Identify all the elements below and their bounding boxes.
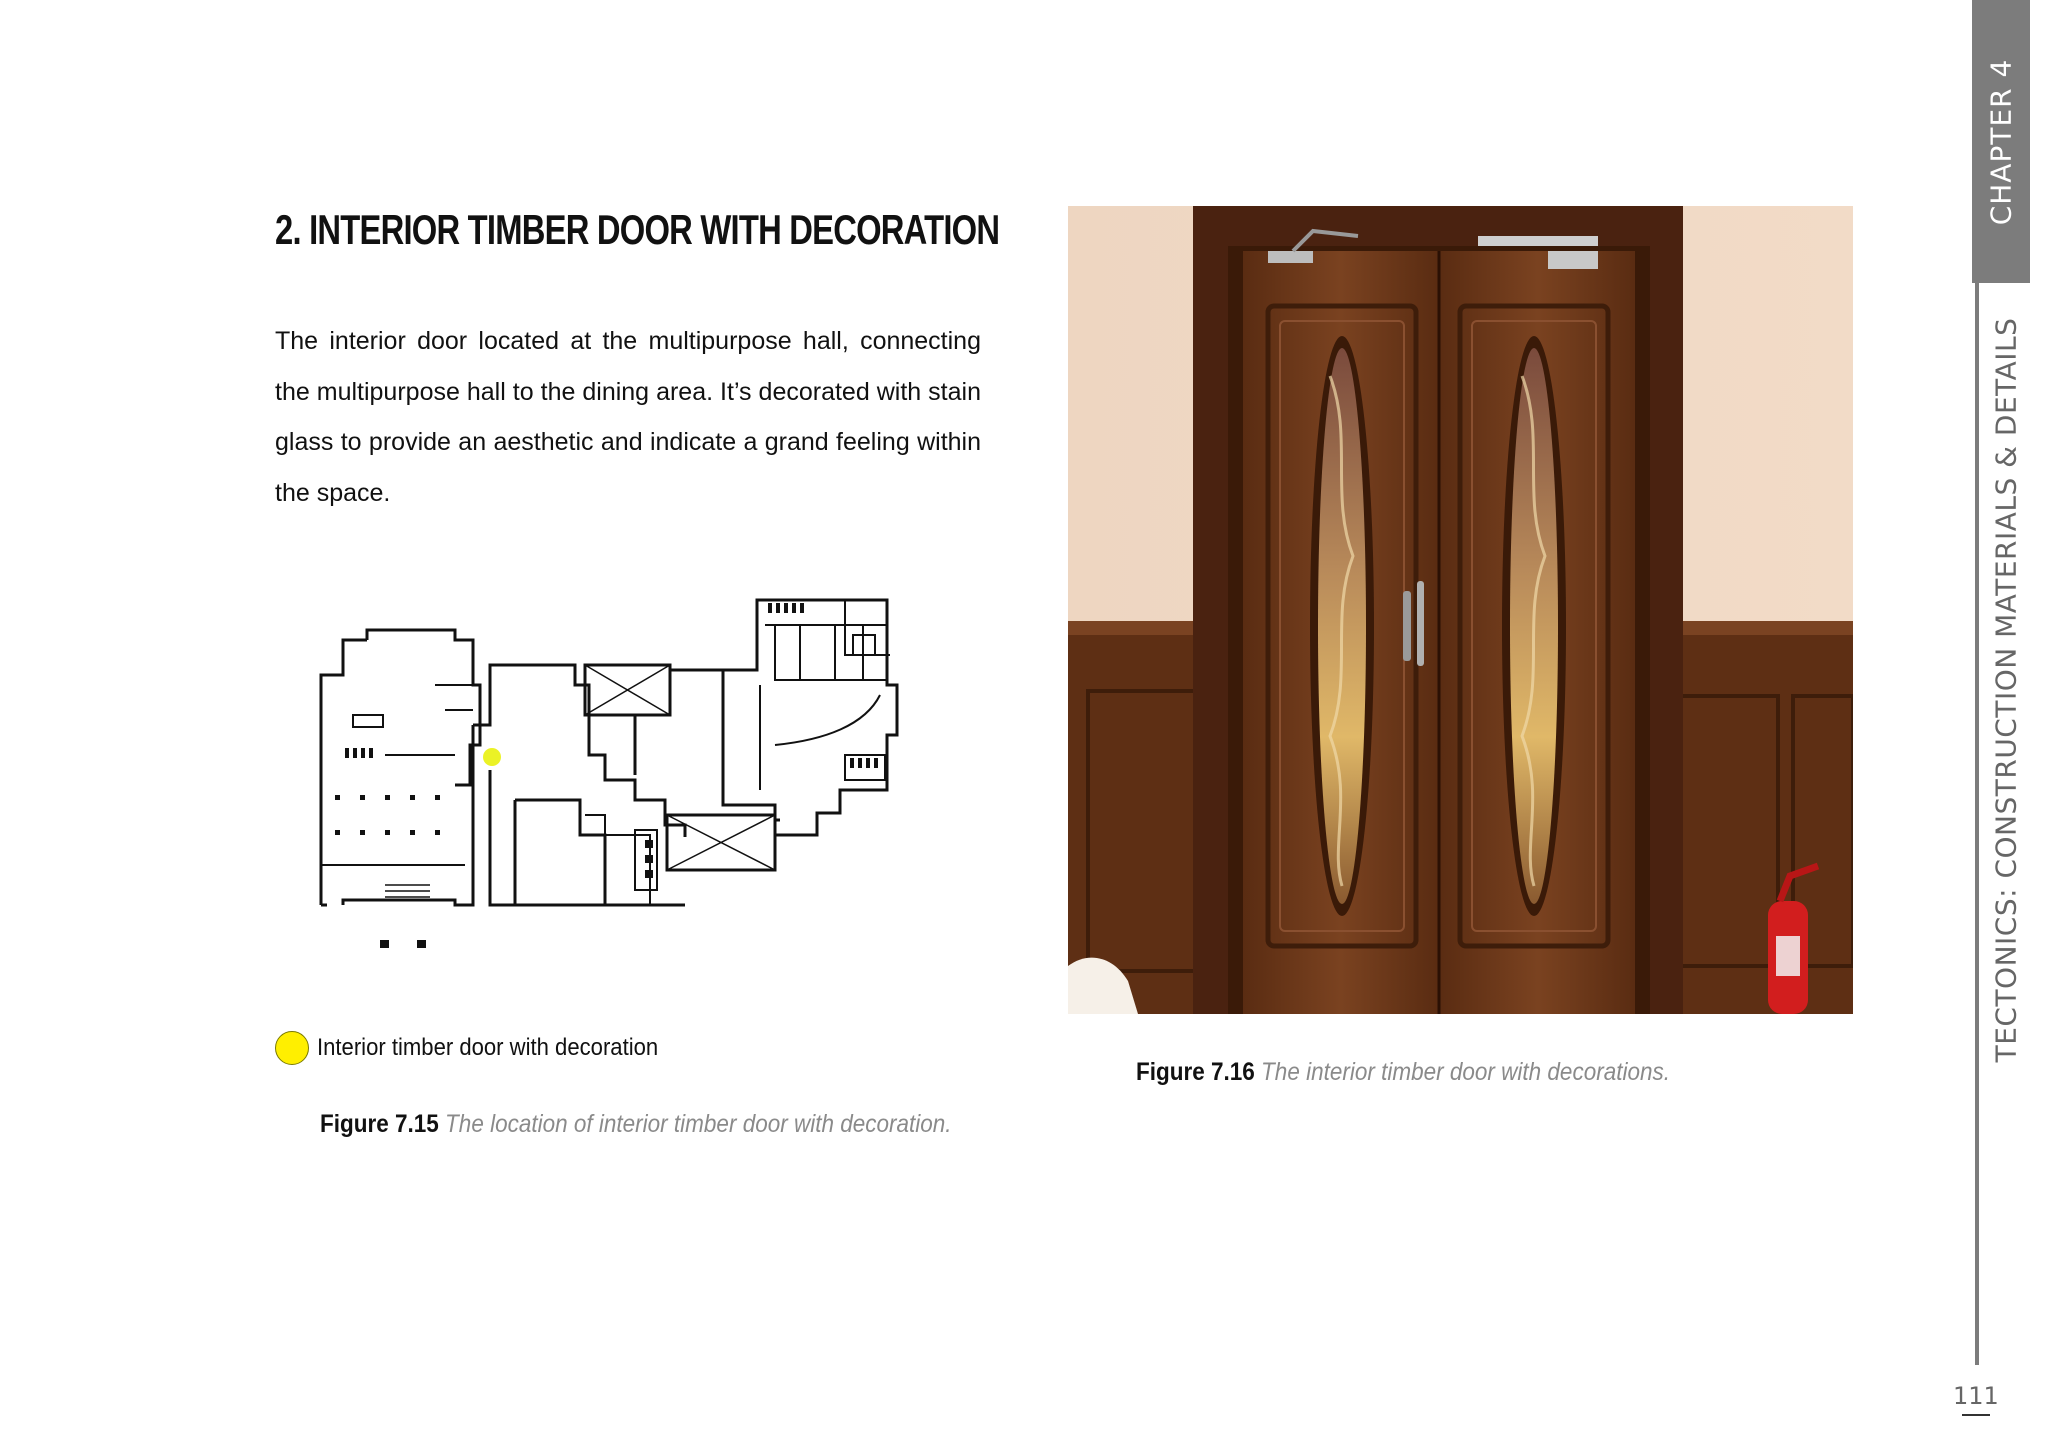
figure-715-caption xyxy=(320,1110,952,1139)
page-number: 111 xyxy=(1953,1382,1999,1410)
chapter-label: CHAPTER 4 xyxy=(1984,58,2018,226)
door-location-marker xyxy=(483,748,501,766)
chapter-title: TECTONICS: CONSTRUCTION MATERIALS & DETAILS xyxy=(1989,317,2023,1063)
floor-plan-drawing xyxy=(305,585,965,965)
legend-marker-icon xyxy=(275,1031,309,1065)
figure-716-caption xyxy=(1136,1058,1670,1087)
figure-716-number: Figure 7.16 xyxy=(1136,1058,1255,1086)
legend-label: Interior timber door with decoration xyxy=(317,1034,659,1061)
figure-716-description: The interior timber door with decorations. xyxy=(1261,1058,1670,1086)
page-number-underline xyxy=(1962,1414,1990,1416)
figure-715-description: The location of interior timber door with decoration. xyxy=(445,1110,952,1138)
section-heading: 2. INTERIOR TIMBER DOOR WITH DECORATION xyxy=(275,206,1000,253)
sidebar-rule xyxy=(1975,283,1979,1365)
figure-715-legend xyxy=(275,1030,688,1066)
section-body-text: The interior door located at the multipurpose hall, connecting the multipurpose hall to the dining area. It’s decorated with stain glass to provide an aesthetic and indicate a grand feeling within the space. xyxy=(275,327,981,507)
figure-715-number: Figure 7.15 xyxy=(320,1110,439,1138)
door-photograph xyxy=(1068,206,1853,1014)
